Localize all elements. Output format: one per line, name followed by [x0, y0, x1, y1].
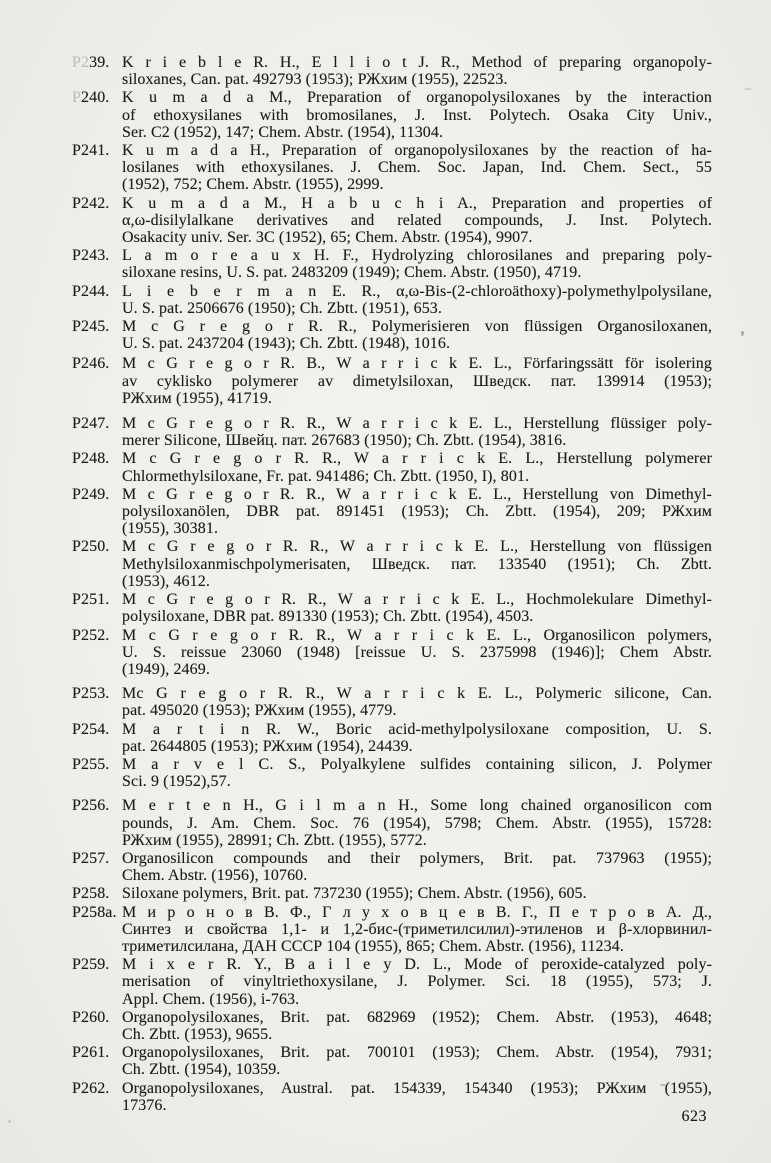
- entry-line: Sci. 9 (1952),57.: [122, 773, 231, 791]
- entry-number: [72, 415, 120, 432]
- entry-line: Organopolysiloxanes, Austral. pat. 154339, 154340 (1953); РЖхим (1955),: [122, 1079, 712, 1097]
- entry-line: pat. 2644805 (1953); РЖхим (1954), 24439.: [122, 737, 413, 755]
- entry-number-text: P256.: [72, 797, 110, 815]
- entry-line: losilanes with ethoxysilanes. J. Chem. Soc. Japan, Ind. Chem. Sect., 55: [122, 159, 712, 177]
- entry-text: [122, 486, 712, 538]
- reference-entry: [72, 591, 712, 626]
- entry-number: [72, 355, 120, 372]
- entry-number-text: P257.: [72, 849, 110, 867]
- reference-entry: [72, 485, 712, 538]
- entry-number: [72, 904, 120, 921]
- entry-number: [72, 283, 120, 300]
- entry-line: M a r v e l C. S., Polyalkylene sulfides containing silicon, J. Polymer: [122, 755, 712, 773]
- entry-line: α,ω-disilylalkane derivatives and related compounds, J. Inst. Polytech.: [122, 211, 712, 229]
- entry-number-text: 240.: [81, 89, 110, 107]
- reference-entry: [72, 685, 712, 720]
- entry-text: [122, 355, 712, 407]
- entry-line: M c G r e g o r R. R., W a r r i c k E. L., Herstellung von flüssigen: [122, 538, 712, 556]
- reference-entry: [72, 450, 712, 485]
- entry-number: [72, 850, 120, 867]
- entry-number-text: P261.: [72, 1044, 110, 1062]
- entry-line: РЖхим (1955), 28991; Ch. Zbtt. (1955), 5772.: [122, 831, 427, 849]
- entry-line: U. S. pat. 2506676 (1950); Ch. Zbtt. (1951), 653.: [122, 299, 442, 317]
- reference-entry: [72, 355, 712, 407]
- entry-line: (1952), 752; Chem. Abstr. (1955), 2999.: [122, 176, 384, 194]
- reference-entry: [72, 626, 712, 679]
- entry-text: [122, 756, 712, 790]
- entry-text: [122, 283, 712, 317]
- entry-line: Chlormethylsiloxane, Fr. pat. 941486; Ch. Zbtt. (1950, I), 801.: [122, 467, 530, 485]
- entry-line: L a m o r e a u x H. F., Hydrolyzing chlorosilanes and preparing poly-: [122, 247, 712, 265]
- entry-text: [122, 1080, 712, 1114]
- entry-line: of ethoxysilanes with bromosilanes, J. Inst. Polytech. Osaka City Univ.,: [122, 106, 712, 124]
- entry-line: Methylsiloxanmischpolymerisaten, Шведск. пат. 133540 (1951); Ch. Zbtt.: [122, 555, 712, 573]
- entry-text: [122, 627, 712, 679]
- entry-line: pat. 495020 (1953); РЖхим (1955), 4779.: [122, 702, 397, 720]
- entry-number: [72, 721, 120, 738]
- reference-entry: [72, 956, 712, 1008]
- entry-number-text: P251.: [72, 591, 110, 609]
- reference-entry: [72, 54, 712, 89]
- entry-line: Chem. Abstr. (1956), 10760.: [122, 867, 308, 885]
- entry-number: [72, 756, 120, 773]
- entry-line: M c G r e g o r R. R., Polymerisieren von flüssigen Organosiloxanen,: [122, 318, 712, 336]
- entry-line: (1955), 30381.: [122, 520, 219, 538]
- entry-line: merisation of vinyltriethoxysilane, J. Polymer. Sci. 18 (1955), 573; J.: [122, 973, 712, 991]
- entry-text: [122, 415, 712, 449]
- entry-text: [122, 538, 712, 590]
- entry-text: [122, 685, 712, 719]
- bibliography-reference-list: [72, 54, 712, 1115]
- reference-entry: [72, 903, 712, 956]
- entry-number-text: 39.: [89, 54, 110, 71]
- entry-number-text: P262.: [72, 1079, 110, 1097]
- entry-text: [122, 54, 712, 88]
- entry-line: M c G r e g o r R. R., W a r r i c k E. L., Herstellung polymerer: [122, 450, 712, 468]
- entry-number: [72, 89, 120, 106]
- entry-text: [122, 591, 712, 625]
- scan-speck: [519, 652, 522, 655]
- entry-line: K u m a d a M., H a b u c h i A., Preparation and properties of: [122, 194, 712, 212]
- scan-speck: [8, 1120, 11, 1123]
- entry-number-text: P241.: [72, 142, 110, 160]
- reference-entry: [72, 849, 712, 885]
- scan-speck: [744, 88, 752, 90]
- entry-line: L i e b e r m a n E. R., α,ω-Bis-(2-chloroäthoxy)-polymethylpolysilane,: [122, 282, 712, 300]
- entry-number-text: P247.: [72, 415, 110, 433]
- entry-line: siloxanes, Can. pat. 492793 (1953); РЖхим (1955), 22523.: [122, 71, 508, 89]
- entry-line: Ch. Zbtt. (1953), 9655.: [122, 1025, 273, 1043]
- entry-line: K r i e b l e R. H., E l l i o t J. R., Method of preparing organopoly-: [122, 54, 712, 71]
- entry-line: polysiloxanölen, DBR pat. 891451 (1953); Ch. Zbtt. (1954), 209; РЖхим: [122, 503, 712, 521]
- entry-line: 17376.: [122, 1096, 167, 1114]
- entry-line: (1953), 4612.: [122, 572, 210, 590]
- entry-line: M a r t i n R. W., Boric acid-methylpolysiloxane composition, U. S.: [122, 720, 712, 738]
- entry-line: av cyklisko polymerer av dimetylsiloxan, Шведск. пат. 139914 (1953);: [122, 372, 712, 390]
- entry-text: [122, 850, 712, 884]
- reference-entry: [72, 415, 712, 450]
- entry-line: триметилсилана, ДАН СССР 104 (1955), 865; Chem. Abstr. (1956), 11234.: [122, 937, 624, 955]
- entry-text: [122, 885, 712, 902]
- entry-line: M c G r e g o r R. R., W a r r i c k E. L., Herstellung von Dimethyl-: [122, 485, 712, 503]
- entry-text: [122, 142, 712, 194]
- entry-number: [72, 318, 120, 335]
- entry-line: U. S. reissue 23060 (1948) [reissue U. S. 2375998 (1946)]; Chem Abstr.: [122, 643, 712, 661]
- entry-number-text: P259.: [72, 956, 110, 974]
- entry-number-text: P242.: [72, 194, 110, 212]
- entry-text: [122, 956, 712, 1008]
- entry-number: [72, 142, 120, 159]
- reference-entry: [72, 538, 712, 590]
- reference-entry: [72, 720, 712, 755]
- entry-number: [72, 486, 120, 503]
- entry-number-text: P253.: [72, 685, 110, 703]
- entry-number-faded-part: P: [72, 89, 81, 107]
- entry-line: Osakacity univ. Ser. 3C (1952), 65; Chem. Abstr. (1954), 9907.: [122, 229, 533, 247]
- reference-entry: [72, 247, 712, 282]
- entry-line: Mc G r e g o r R. R., W a r r i c k E. L., Polymeric silicone, Can.: [122, 685, 712, 703]
- reference-entry: [72, 885, 712, 903]
- entry-number: [72, 450, 120, 467]
- entry-number-text: P260.: [72, 1008, 110, 1026]
- entry-line: M e r t e n H., G i l m a n H., Some long chained organosilicon com: [122, 797, 712, 815]
- reference-entry: [72, 194, 712, 247]
- entry-line: Синтез и свойства 1,1- и 1,2-бис-(триметилсилил)-этиленов и β-хлорвинил-: [122, 920, 712, 938]
- entry-text: [122, 247, 712, 281]
- entry-number: [72, 1009, 120, 1026]
- entry-text: [122, 450, 712, 484]
- entry-text: [122, 89, 712, 141]
- entry-line: Organopolysiloxanes, Brit. pat. 700101 (1953); Chem. Abstr. (1954), 7931;: [122, 1044, 712, 1062]
- entry-number: [72, 627, 120, 644]
- reference-entry: [72, 1079, 712, 1114]
- entry-number: [72, 195, 120, 212]
- entry-number-text: P245.: [72, 318, 110, 336]
- entry-line: Organosilicon compounds and their polymers, Brit. pat. 737963 (1955);: [122, 849, 712, 867]
- entry-line: K u m a d a H., Preparation of organopolysiloxanes by the reaction of ha-: [122, 142, 712, 160]
- entry-text: [122, 1009, 712, 1043]
- entry-line: М и р о н о в В. Ф., Г л у х о в ц е в В. Г., П е т р о в А. Д.,: [122, 903, 712, 921]
- entry-line: M c G r e g o r R. R., W a r r i c k E. L., Herstellung flüssiger poly-: [122, 415, 712, 433]
- entry-text: [122, 904, 712, 956]
- entry-number: [72, 1080, 120, 1097]
- entry-text: [122, 1044, 712, 1078]
- entry-number-faded-part: P2: [72, 54, 90, 71]
- entry-line: M c G r e g o r R. R., W a r r i c k E. L., Hochmolekulare Dimethyl-: [122, 591, 712, 609]
- reference-entry: [72, 1044, 712, 1079]
- entry-line: K u m a d a M., Preparation of organopolysiloxanes by the interaction: [122, 89, 712, 107]
- entry-number-text: P250.: [72, 538, 110, 556]
- entry-text: [122, 318, 712, 352]
- entry-number: [72, 538, 120, 555]
- entry-text: [122, 195, 712, 247]
- entry-number-text: P255.: [72, 755, 110, 773]
- entry-number: [72, 247, 120, 264]
- reference-entry: [72, 1008, 712, 1043]
- entry-number: [72, 685, 120, 702]
- entry-line: siloxane resins, U. S. pat. 2483209 (1949); Chem. Abstr. (1950), 4719.: [122, 264, 582, 282]
- page-number: 623: [681, 1108, 707, 1125]
- entry-number-text: P254.: [72, 720, 110, 738]
- entry-line: РЖхим (1955), 41719.: [122, 389, 273, 407]
- entry-number: [72, 591, 120, 608]
- entry-number-text: P249.: [72, 485, 110, 503]
- reference-entry: [72, 797, 712, 849]
- entry-line: M c G r e g o r R. B., W a r r i c k E. L., Förfaringssätt för isolering: [122, 355, 712, 373]
- reference-entry: [72, 755, 712, 791]
- entry-line: merer Silicone, Швейц. пат. 267683 (1950); Ch. Zbtt. (1954), 3816.: [122, 432, 567, 450]
- entry-number-text: P258.: [72, 885, 110, 903]
- entry-number: [72, 797, 120, 814]
- entry-text: [122, 797, 712, 849]
- entry-number: [72, 54, 120, 71]
- entry-line: M i x e r R. Y., B a i l e y D. L., Mode of peroxide-catalyzed poly-: [122, 956, 712, 974]
- scan-speck: [660, 1084, 666, 1086]
- entry-number-text: P244.: [72, 282, 110, 300]
- reference-entry: [72, 89, 712, 141]
- entry-number-text: P243.: [72, 247, 110, 265]
- entry-number-text: P258a.: [72, 903, 117, 921]
- entry-number: [72, 956, 120, 973]
- entry-line: M c G r e g o r R. R., W a r r i c k E. L., Organosilicon polymers,: [122, 626, 712, 644]
- scan-speck: [741, 331, 744, 336]
- entry-number: [72, 885, 120, 902]
- reference-entry: [72, 282, 712, 317]
- entry-number: [72, 1044, 120, 1061]
- reference-entry: [72, 142, 712, 194]
- entry-line: Ch. Zbtt. (1954), 10359.: [122, 1061, 281, 1079]
- entry-line: Siloxane polymers, Brit. pat. 737230 (1955); Chem. Abstr. (1956), 605.: [122, 885, 587, 903]
- entry-line: (1949), 2469.: [122, 660, 210, 678]
- entry-number-text: P246.: [72, 355, 110, 373]
- entry-number-text: P248.: [72, 450, 110, 468]
- entry-line: Ser. C2 (1952), 147; Chem. Abstr. (1954), 11304.: [122, 123, 444, 141]
- entry-line: U. S. pat. 2437204 (1943); Ch. Zbtt. (1948), 1016.: [122, 335, 451, 353]
- entry-line: polysiloxane, DBR pat. 891330 (1953); Ch. Zbtt. (1954), 4503.: [122, 608, 534, 626]
- entry-number-text: P252.: [72, 626, 110, 644]
- reference-entry: [72, 318, 712, 353]
- entry-text: [122, 721, 712, 755]
- entry-line: Organopolysiloxanes, Brit. pat. 682969 (1952); Chem. Abstr. (1953), 4648;: [122, 1008, 712, 1026]
- entry-line: pounds, J. Am. Chem. Soc. 76 (1954), 5798; Chem. Abstr. (1955), 15728:: [122, 814, 712, 832]
- entry-line: Appl. Chem. (1956), i-763.: [122, 990, 300, 1008]
